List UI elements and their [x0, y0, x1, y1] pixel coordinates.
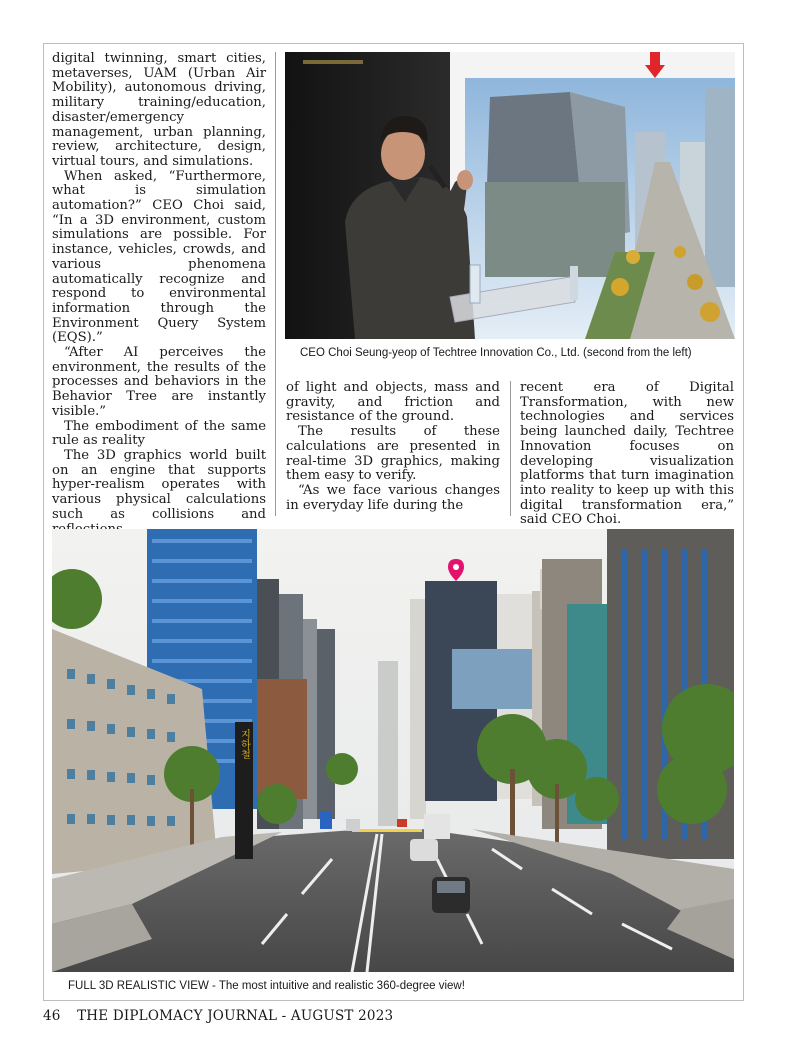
page-number: 46 [43, 1008, 61, 1024]
publication-name: THE DIPLOMACY JOURNAL - AUGUST 2023 [77, 1008, 394, 1024]
article-paragraph: digital twinning, smart cities, metaverses, UAM (Urban Air Mobility), autonomous driving, military training/education, disaster/emergency management, urban planning, review, architecture, design, virtual tours, and simulations. [52, 51, 266, 169]
3d-city-render-photo [52, 529, 734, 972]
article-paragraph: The results of these calculations are presented in real-time 3D graphics, making them easy to verify. [286, 424, 500, 484]
article-column-1 [52, 52, 266, 537]
article-paragraph: The 3D graphics world built on an engine that supports hyper-realism operates with various physical calculations such as collisions and [52, 447, 266, 522]
article-paragraph: When asked, “Furthermore, what is simulation automation?” CEO Choi said, “In a 3D environment, custom simulations are possible. For instance, vehicles, crowds, and various phenomena automatically recognize and respond to environmental information through the Environment Query System (EQS).” [52, 168, 266, 346]
subway-sign-text: 지하철 [238, 729, 250, 759]
column-divider [275, 52, 276, 516]
article-paragraph: recent era of Digital Transformation, with new technologies and services being launched daily, Techtree Innovation focuses on developing visualization platforms that turn imagination into reality to keep up with this digital transformation era,” said CEO Choi. [520, 380, 734, 528]
ceo-speaking-photo [285, 52, 735, 339]
article-paragraph: of light and objects, mass and gravity, and friction and resistance of the ground. [286, 380, 500, 425]
article-column-3 [520, 381, 734, 528]
article-subhead: The embodiment of the same rule as reality [52, 418, 266, 449]
top-photo-caption: CEO Choi Seung-yeop of Techtree Innovation Co., Ltd. (second from the left) [300, 347, 692, 359]
column-divider [510, 381, 511, 516]
article-paragraph: “As we face various changes in everyday life during the [286, 482, 500, 513]
article-paragraph: “After AI perceives the environment, the results of the processes and behaviors in the Behavior Tree are instantly visible.” [52, 345, 266, 419]
article-column-2 [286, 381, 500, 513]
bottom-photo-caption: FULL 3D REALISTIC VIEW - The most intuitive and realistic 360-degree view! [68, 980, 465, 992]
page-footer [43, 1008, 405, 1024]
subway-sign [235, 722, 253, 859]
